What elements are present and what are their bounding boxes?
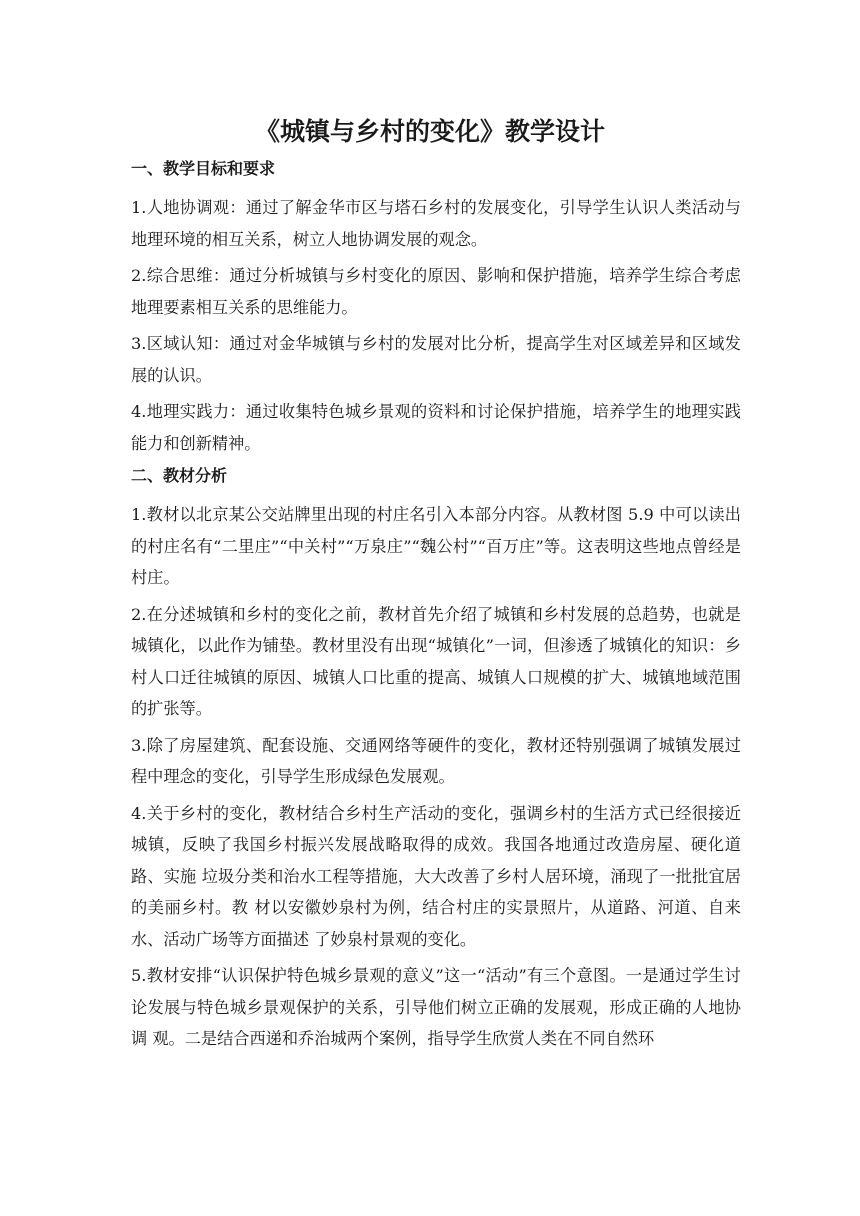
document-title: 《城镇与乡村的变化》教学设计 bbox=[254, 117, 605, 146]
paragraph: 3.除了房屋建筑、配套设施、交通网络等硬件的变化，教材还特别强调了城镇发展过程中理念的变化，引导学生形成绿色发展观。 bbox=[131, 735, 741, 786]
paragraph: 4.关于乡村的变化，教材结合乡村生产活动的变化，强调乡村的生活方式已经很接近城镇，反映了我国乡村振兴发展战略取得的成效。我国各地通过改造房屋、硬化道路、实施 垃圾分类和治水工程等措施，大大改善了乡村人居环境，涌现了一批批宜居的美丽乡村。教 材以安徽妙泉村为例，结合村庄的实景照片，从道路、河道、自来水、活动广场等方面描述 了妙泉村景观的变化。 bbox=[131, 803, 741, 949]
section-teaching-goals bbox=[131, 158, 741, 459]
paragraph: 5.教材安排“认识保护特色城乡景观的意义”这一“活动”有三个意图。一是通过学生讨论发展与特色城乡景观保护的关系，引导他们树立正确的发展观，形成正确的人地协调 观。二是结合西递和乔治城两个案例，指导学生欣赏人类在不同自然环 bbox=[131, 966, 741, 1048]
section-heading: 一、教学目标和要求 bbox=[131, 159, 276, 178]
paragraph: 3.区域认知：通过对金华城镇与乡村的发展对比分析，提高学生对区域差异和区域发展的认识。 bbox=[131, 334, 741, 385]
paragraph: 4.地理实践力：通过收集特色城乡景观的资料和讨论保护措施，培养学生的地理实践能力和创新精神。 bbox=[131, 402, 741, 453]
paragraph: 1.人地协调观：通过了解金华市区与塔石乡村的发展变化，引导学生认识人类活动与地理环境的相互关系，树立人地协调发展的观念。 bbox=[131, 198, 741, 249]
paragraph: 2.在分述城镇和乡村的变化之前，教材首先介绍了城镇和乡村发展的总趋势，也就是城镇化，以此作为铺垫。教材里没有出现“城镇化”一词，但渗透了城镇化的知识：乡村人口迁往城镇的原因、城镇人口比重的提高、城镇人口规模的扩大、城镇地域范围的扩张等。 bbox=[131, 604, 741, 718]
section-textbook-analysis bbox=[131, 465, 741, 1055]
document-body bbox=[131, 158, 741, 1060]
paragraph: 1.教材以北京某公交站牌里出现的村庄名引入本部分内容。从教材图 5.9 中可以读出的村庄名有“二里庄”“中关村”“万泉庄”“魏公村”“百万庄”等。这表明这些地点曾经是村庄。 bbox=[131, 505, 741, 587]
paragraph: 2.综合思维：通过分析城镇与乡村变化的原因、影响和保护措施，培养学生综合考虑地理要素相互关系的思维能力。 bbox=[131, 266, 741, 317]
section-heading: 二、教材分析 bbox=[131, 466, 228, 485]
